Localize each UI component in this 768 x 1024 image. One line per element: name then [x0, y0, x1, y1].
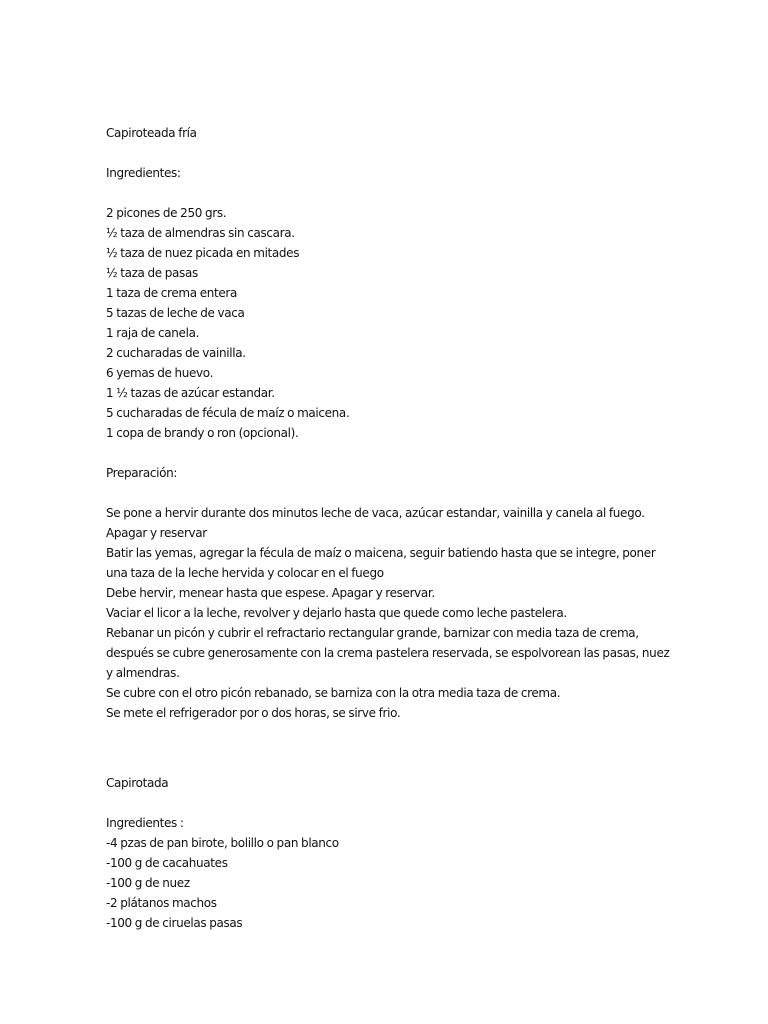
ingredient-line: 2 cucharadas de vainilla.	[106, 346, 246, 360]
preparation-line: Se cubre con el otro picón rebanado, se barniza con la otra media taza de crema.	[106, 686, 561, 700]
preparation-line: Debe hervir, menear hasta que espese. Apagar y reservar.	[106, 586, 435, 600]
ingredient-line: 6 yemas de huevo.	[106, 366, 214, 380]
ingredient-line: 2 picones de 250 grs.	[106, 206, 227, 220]
preparation-line: Se mete el refrigerador por o dos horas, se sirve frio.	[106, 706, 401, 720]
ingredient-line: 5 cucharadas de fécula de maíz o maicena.	[106, 406, 350, 420]
document-body	[106, 123, 726, 933]
recipe2-ingredients-heading: Ingredientes :	[106, 816, 184, 830]
ingredient-line: 1 raja de canela.	[106, 326, 200, 340]
preparation-line: Se pone a hervir durante dos minutos leche de vaca, azúcar estandar, vainilla y canela al fuego.	[106, 506, 645, 520]
ingredient-line: -100 g de nuez	[106, 876, 190, 890]
spacer	[106, 793, 726, 813]
ingredient-line: -4 pzas de pan birote, bolillo o pan blanco	[106, 836, 339, 850]
ingredient-line: ½ taza de nuez picada en mitades	[106, 246, 300, 260]
spacer	[106, 723, 726, 763]
preparation-line: Batir las yemas, agregar la fécula de maíz o maicena, seguir batiendo hasta que se integre, poner	[106, 546, 656, 560]
ingredient-line: 1 taza de crema entera	[106, 286, 237, 300]
recipe1-ingredients-heading: Ingredientes:	[106, 166, 181, 180]
preparation-line: Rebanar un picón y cubrir el refractario rectangular grande, barnizar con media taza de crema,	[106, 626, 639, 640]
ingredient-line: 1 copa de brandy o ron (opcional).	[106, 426, 299, 440]
preparation-line: y almendras.	[106, 666, 180, 680]
recipe1-preparation-heading: Preparación:	[106, 466, 178, 480]
spacer	[106, 183, 726, 203]
recipe1-ingredients-list	[106, 203, 726, 443]
ingredient-line: ½ taza de pasas	[106, 266, 198, 280]
preparation-line: Vaciar el licor a la leche, revolver y dejarlo hasta que quede como leche pastelera.	[106, 606, 567, 620]
ingredient-line: 1 ½ tazas de azúcar estandar.	[106, 386, 275, 400]
recipe2-ingredients-list	[106, 833, 726, 933]
recipe2-title: Capirotada	[106, 776, 169, 790]
preparation-line: Apagar y reservar	[106, 526, 207, 540]
preparation-line: una taza de la leche hervida y colocar en el fuego	[106, 566, 384, 580]
ingredient-line: -100 g de cacahuates	[106, 856, 228, 870]
spacer	[106, 443, 726, 463]
preparation-line: después se cubre generosamente con la crema pastelera reservada, se espolvorean las pasas, nuez	[106, 646, 670, 660]
ingredient-line: ½ taza de almendras sin cascara.	[106, 226, 295, 240]
spacer	[106, 763, 726, 773]
ingredient-line: -100 g de ciruelas pasas	[106, 916, 243, 930]
spacer	[106, 483, 726, 503]
ingredient-line: -2 plátanos machos	[106, 896, 217, 910]
recipe1-title: Capiroteada fría	[106, 126, 197, 140]
recipe1-preparation-text	[106, 503, 726, 723]
ingredient-line: 5 tazas de leche de vaca	[106, 306, 245, 320]
spacer	[106, 143, 726, 163]
